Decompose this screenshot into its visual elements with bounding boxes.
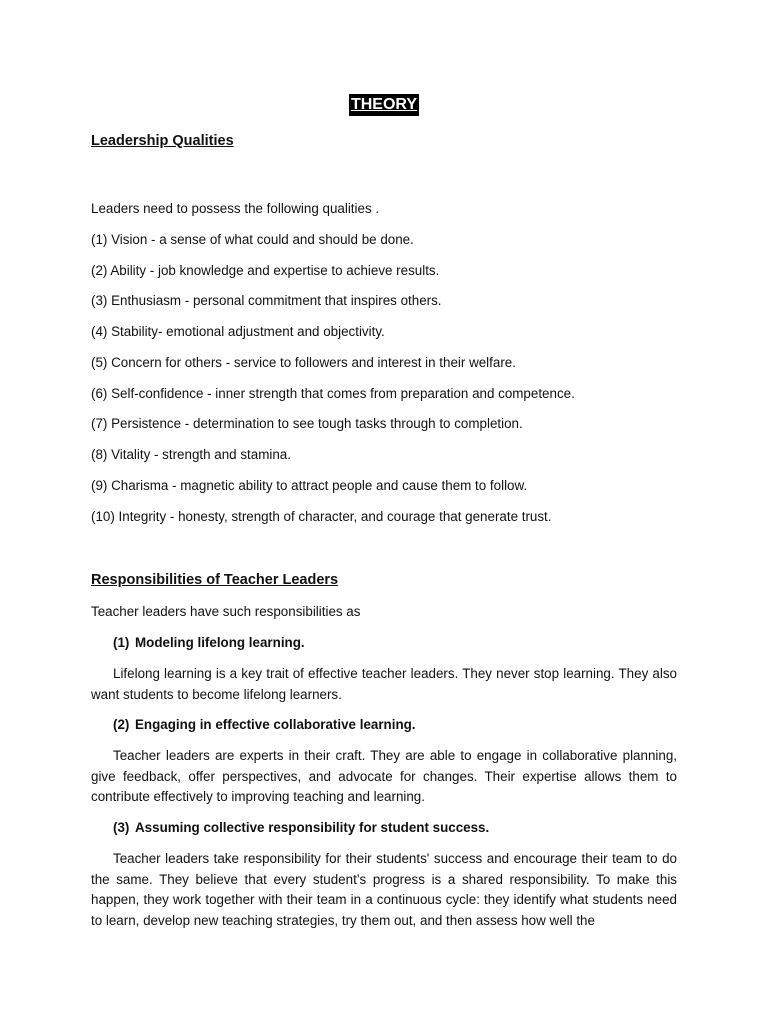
section-heading-teacher-leaders: Responsibilities of Teacher Leaders	[91, 572, 339, 588]
quality-item-7: (7) Persistence - determination to see tough tasks through to completion.	[91, 416, 523, 431]
quality-item-9: (9) Charisma - magnetic ability to attract people and cause them to follow.	[91, 478, 528, 493]
subsection-heading-1	[113, 634, 305, 652]
section-heading-leadership-qualities: Leadership Qualities	[91, 133, 234, 149]
quality-item-2: (2) Ability - job knowledge and expertise to achieve results.	[91, 263, 440, 278]
quality-item-5: (5) Concern for others - service to followers and interest in their welfare.	[91, 355, 516, 370]
subsection-number: (3)	[113, 820, 130, 835]
quality-item-1: (1) Vision - a sense of what could and should be done.	[91, 232, 414, 247]
quality-item-8: (8) Vitality - strength and stamina.	[91, 447, 291, 462]
subsection-body-3: Teacher leaders take responsibility for their students' success and encourage their team to do the same. They believe that every student’s progress is a shared responsibility. To make this happen, they work together with their team in a continuous cycle: they identify what students need to learn, develop new teaching strategies, try them out, and then assess how well the	[91, 851, 677, 928]
subsection-title: Engaging in effective collaborative learning.	[135, 717, 416, 732]
qualities-intro: Leaders need to possess the following qualities .	[91, 201, 380, 216]
quality-item-10: (10) Integrity - honesty, strength of character, and courage that generate trust.	[91, 509, 552, 524]
subsection-title: Modeling lifelong learning.	[135, 635, 305, 650]
subsection-title: Assuming collective responsibility for student success.	[135, 820, 490, 835]
quality-item-4: (4) Stability- emotional adjustment and objectivity.	[91, 324, 385, 339]
responsibilities-intro: Teacher leaders have such responsibilities as	[91, 604, 361, 619]
quality-item-3: (3) Enthusiasm - personal commitment that inspires others.	[91, 293, 442, 308]
subsection-number: (1)	[113, 635, 130, 650]
quality-item-6: (6) Self-confidence - inner strength that comes from preparation and competence.	[91, 386, 575, 401]
document-title-text: THEORY	[349, 94, 419, 116]
subsection-heading-2	[113, 716, 416, 734]
subsection-body-1: Lifelong learning is a key trait of effective teacher leaders. They never stop learning. They also want students to become lifelong learners.	[91, 666, 677, 702]
subsection-body-2: Teacher leaders are experts in their craft. They are able to engage in collaborative planning, give feedback, offer perspectives, and advocate for changes. Their expertise allows them to contribute effectively to improving teaching and learning.	[91, 748, 677, 804]
subsection-number: (2)	[113, 717, 130, 732]
document-title	[0, 94, 768, 116]
subsection-heading-3	[113, 819, 489, 837]
